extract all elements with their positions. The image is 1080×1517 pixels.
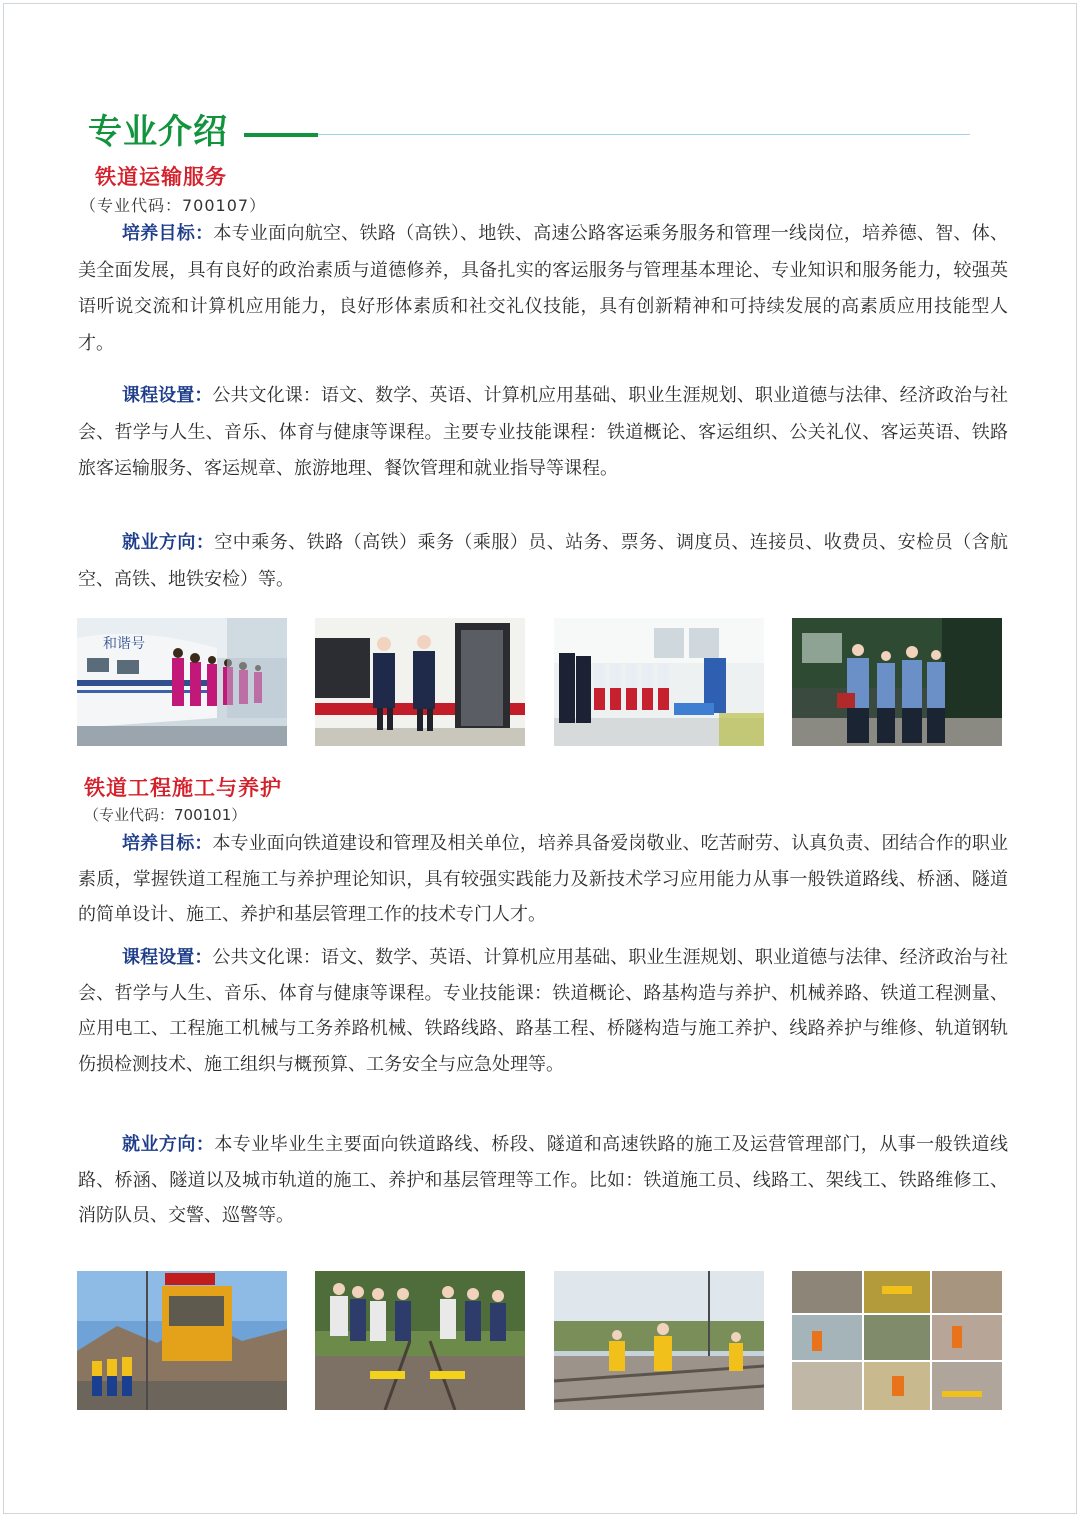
training-goal-text: 本专业面向航空、铁路（高铁）、地铁、高速公路客运乘务服务和管理一线岗位，培养德、智、体、美全面发展，具有良好的政治素质与道德修养，具备扎实的客运服务与管理基本理论、专业知识和服务能力，较强英语听说交流和计算机应用能力，良好形体素质和社交礼仪技能，具有创新精神和可持续发展的高素质应用技能型人才。	[78, 223, 1009, 354]
title-divider-line	[318, 134, 970, 135]
training-goal-text: 本专业面向铁道建设和管理及相关单位，培养具备爱岗敬业、吃苦耐劳、认真负责、团结合作的职业素质，掌握铁道工程施工与养护理论知识，具有较强实践能力及新技术学习应用能力从事一般铁道路线、桥涵、隧道的简单设计、施工、养护和基层管理工作的技术专门人才。	[78, 833, 1009, 925]
curriculum-text: 公共文化课：语文、数学、英语、计算机应用基础、职业生涯规划、职业道德与法律、经济政治与社会、哲学与人生、音乐、体育与健康等课程。专业技能课：铁道概论、路基构造与养护、机械养路、铁道工程测量、应用电工、工程施工机械与工务养路机械、铁路线路、路基工程、桥隧构造与施工养护、线路养护与维修、轨道钢轨伤损检测技术、施工组织与概预算、工务安全与应急处理等。	[78, 947, 1009, 1075]
career-paragraph	[78, 525, 1008, 598]
training-goal-paragraph	[78, 826, 1008, 933]
photo-attendants-train-door	[315, 618, 525, 746]
photo-track-machine-mountains	[77, 1271, 287, 1410]
major-code: （专业代码：700101）	[84, 806, 247, 824]
career-paragraph	[78, 1127, 1008, 1234]
career-text: 空中乘务、铁路（高铁）乘务（乘服）员、站务、票务、调度员、连接员、收费员、安检员（含航空、高铁、地铁安检）等。	[78, 532, 1008, 590]
photo-workers-rail-maintenance	[554, 1271, 764, 1410]
page-title: 专业介绍	[88, 112, 228, 152]
major-title-railway-engineering: 铁道工程施工与养护	[84, 776, 282, 800]
photo-attendants-platform	[77, 618, 287, 746]
photo-collage-track-work	[792, 1271, 1002, 1410]
curriculum-label: 课程设置：	[122, 385, 213, 406]
photo-students-on-track	[315, 1271, 525, 1410]
curriculum-label: 课程设置：	[122, 947, 213, 968]
training-goal-label: 培养目标：	[122, 223, 214, 244]
photo-students-classroom	[554, 618, 764, 746]
curriculum-paragraph	[78, 940, 1008, 1082]
curriculum-text: 公共文化课：语文、数学、英语、计算机应用基础、职业生涯规划、职业道德与法律、经济政治与社会、哲学与人生、音乐、体育与健康等课程。主要专业技能课程：铁道概论、客运组织、公关礼仪、客运英语、铁路旅客运输服务、客运规章、旅游地理、餐饮管理和就业指导等课程。	[78, 385, 1009, 479]
training-goal-label: 培养目标：	[122, 833, 213, 854]
title-underline	[244, 133, 318, 137]
career-text: 本专业毕业生主要面向铁道路线、桥段、隧道和高速铁路的施工及运营管理部门，从事一般铁道线路、桥涵、隧道以及城市轨道的施工、养护和基层管理等工作。比如：铁道施工员、线路工、架线工、铁路维修工、消防队员、交警、巡警等。	[78, 1134, 1008, 1226]
career-label: 就业方向：	[122, 1134, 215, 1155]
career-label: 就业方向：	[122, 532, 215, 553]
training-goal-paragraph	[78, 216, 1008, 362]
major-code: （专业代码：700107）	[80, 196, 267, 215]
curriculum-paragraph	[78, 378, 1008, 488]
photo-staff-green-train	[792, 618, 1002, 746]
svg-text:和谐号: 和谐号	[103, 636, 145, 652]
major-title-railway-transport-service: 铁道运输服务	[95, 165, 227, 189]
